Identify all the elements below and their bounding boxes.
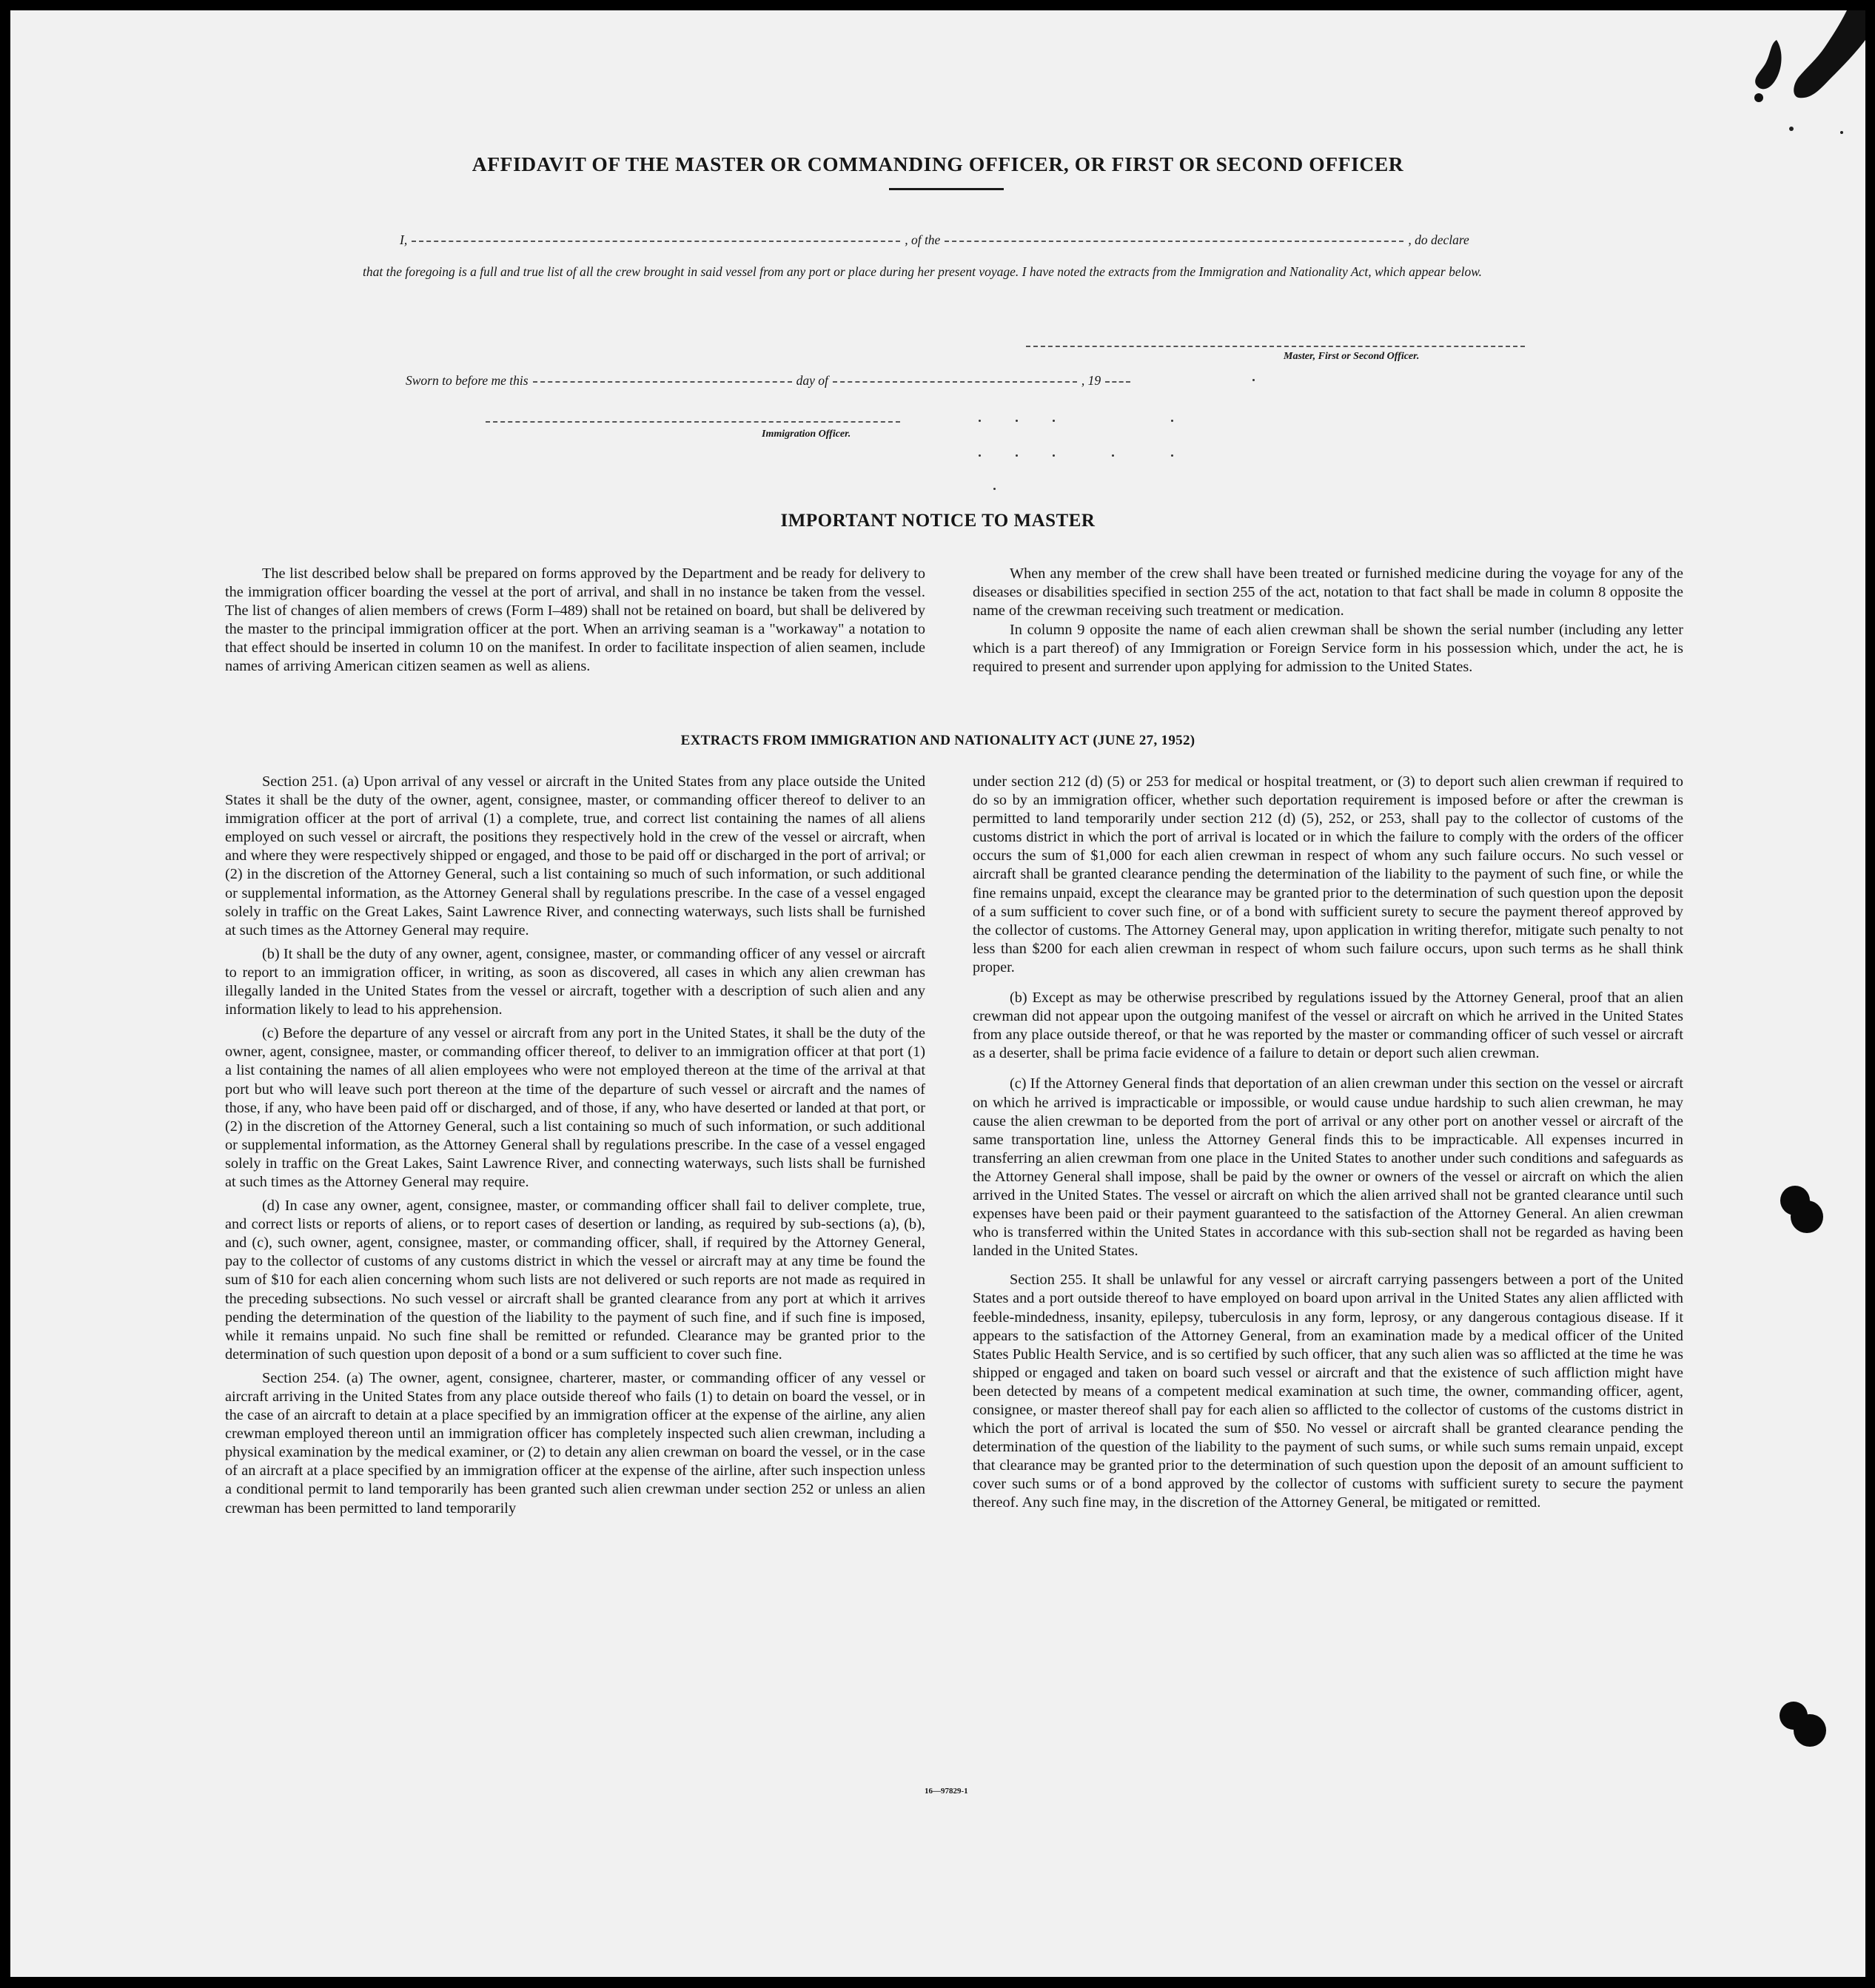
year-label: , 19 xyxy=(1081,373,1101,388)
section-paragraph: (b) It shall be the duty of any owner, agent, consignee, master, or commanding officer of any vessel or aircraft to report to an immigration officer, in writing, as soon as discovered, all cases in which any alien crewman has illegally landed in the United States from the vessel or aircraft, together with a description of such alien and any information likely to lead to his apprehension. xyxy=(225,945,925,1018)
i-label: I, xyxy=(400,232,408,247)
sworn-year-blank[interactable] xyxy=(1105,381,1130,383)
extracts-title: EXTRACTS FROM IMMIGRATION AND NATIONALITY ACT (JUNE 27, 1952) xyxy=(680,733,1195,748)
document-page xyxy=(10,10,1865,1977)
section-paragraph: Section 251. (a) Upon arrival of any vessel or aircraft in the United States from any place outside the United States it shall be the duty of the owner, agent, consignee, master, or commanding officer thereof to deliver to an immigration officer at the port of arrival (1) a complete, true, and correct list containing the names of all aliens employed on such vessel or aircraft, the positions they respectively hold in the crew of the vessel or aircraft, when and where they were respectively shipped or engaged, and those to be paid off or discharged in the port of arrival; or (2) in the discretion of the Attorney General, such a list containing so much of such information, or such additional or supplemental information, as the Attorney General shall by regulations prescribe. In the case of a vessel engaged solely in traffic on the Great Lakes, Saint Lawrence River, and connecting waterways, such lists shall be furnished at such times as the Attorney General may require. xyxy=(225,773,925,938)
title-underline xyxy=(889,188,1004,190)
section-paragraph: under section 212 (d) (5) or 253 for medical or hospital treatment, or (3) to deport such alien crewman if required to do so by an immigration officer, whether such deportation requirement is imposed before or after the crewman is permitted to land temporarily under section 212 (d) (5), 252, or 253, shall pay to the collector of customs of the customs district in which the port of arrival is located or in which the failure to comply with the orders of the officer occurs the sum of $1,000 for each alien crewman in respect of whom any such failure occurs. No such vessel or aircraft shall be granted clearance pending the determination of the liability to the payment of such fine, or while the fine remains unpaid, except the clearance may be granted prior to the determination of such question upon the deposit of a sum sufficient to cover such fine, or of a bond with sufficient surety to secure the payment thereof approved by the collector of customs. The Attorney General may, upon application in writing therefor, mitigate such penalty to not less than $200 for each alien crewman in respect of whom such failure occurs, upon such terms as he shall think proper. xyxy=(973,773,1683,975)
notice-title: IMPORTANT NOTICE TO MASTER xyxy=(780,511,1096,531)
section-paragraph: Section 255. It shall be unlawful for any vessel or aircraft carrying passengers between a port of the United States and a port outside thereof to have employed on board upon arrival in the United States any alien afflicted with feeble-mindedness, insanity, epilepsy, tuberculosis in any form, leprosy, or any dangerous contagious disease. If it appears to the satisfaction of the Attorney General, from an examination made by a medical officer of the United States Public Health Service, and is so certified by such officer, that any such alien was so afflicted at the time he was shipped or engaged and taken on board such vessel or aircraft and that the existence of such affliction might have been detected by means of a competent medical examination at such time, the owner, commanding officer, agent, consignee, or master thereof shall pay for each alien so afflicted to the collector of customs of the customs district in which the port of arrival is located the sum of $50. No vessel or aircraft shall be granted clearance pending the determination of the question of the liability to the payment of such sums, or while such sums remain unpaid, except that clearance may be granted prior to the determination of such question upon the deposit of an amount sufficient to cover such sums or of a bond approved by the collector of customs with sufficient surety to secure the payment thereof. Any such fine may, in the discretion of the Attorney General, be mitigated or remitted. xyxy=(973,1272,1683,1511)
extracts-right-column xyxy=(973,773,1683,1518)
declaration-line xyxy=(400,232,1469,248)
signature-line[interactable] xyxy=(1026,346,1525,347)
officer-signature-line[interactable] xyxy=(486,421,900,423)
do-declare-label: , do declare xyxy=(1408,232,1469,247)
officer-label: Immigration Officer. xyxy=(762,429,851,440)
vessel-blank[interactable] xyxy=(945,241,1403,242)
section-paragraph: Section 254. (a) The owner, agent, consignee, charterer, master, or commanding officer of any vessel or aircraft arriving in the United States from any place outside thereof who fails (1) to detain on board the vessel, or in the case of an aircraft to detain at a place specified by an immigration officer at the expense of the airline, any alien crewman employed thereon until an immigration officer has completely inspected such alien crewman, including a physical examination by the medical examiner, or (2) to detain any alien crewman on board the vessel, or in the case of an aircraft at a place specified by an immigration officer at the expense of the airline, after such inspection unless a conditional permit to land temporarily has been granted such alien crewman under section 252 or unless an alien crewman has been permitted to land temporarily xyxy=(225,1369,925,1517)
ink-blot-top-right xyxy=(1688,10,1865,136)
notice-paragraph: In column 9 opposite the name of each alien crewman shall be shown the serial number (including any letter which is a part thereof) of any Immigration or Foreign Service form in his possession which, under the act, he is required to present and surrender upon applying for admission to the United States. xyxy=(973,622,1683,676)
sworn-label: Sworn to before me this xyxy=(406,373,529,388)
section-paragraph: (b) Except as may be otherwise prescribed by regulations issued by the Attorney General, proof that an alien crewman did not appear upon the outgoing manifest of the vessel or aircraft on which he arrived in the United States from any place outside thereof, or that he was reported by the master or commanding officer of such vessel or aircraft as a deserter, shall be prima facie evidence of a failure to detain or deport such alien crewman. xyxy=(973,990,1683,1062)
form-number: 16—97829-1 xyxy=(925,1787,968,1796)
of-the-label: , of the xyxy=(905,232,941,247)
section-paragraph: (c) If the Attorney General finds that deportation of an alien crewman under this section on the vessel or aircraft on which he arrived is impracticable or impossible, or would cause undue hardship to such alien crewman, he may cause the alien crewman to be deported from the port of arrival or any other port on another vessel or aircraft of the same transportation line, unless the Attorney General finds this to be impracticable. All expenses incurred in transferring an alien crewman from one place in the United States to another under such conditions and safeguards as the Attorney General shall impose, shall be paid by the owner or owners of the vessel or aircraft on which the alien arrived in the United States. The vessel or aircraft on which the alien arrived shall not be granted clearance until such expenses have been paid or their payment guaranteed to the satisfaction of the Attorney General. An alien crewman who is transferred within the United States in accordance with this sub-section shall not be regarded as having been landed in the United States. xyxy=(973,1075,1683,1260)
section-paragraph: (d) In case any owner, agent, consignee, master, or commanding officer shall fail to deliver complete, true, and correct lists or reports of aliens, or to report cases of desertion or landing, as required by sub-sections (a), (b), and (c), such owner, agent, consignee, master, or commanding officer, shall, if required by the Attorney General, pay to the collector of customs of any customs district in which the vessel or aircraft may at any time be found the sum of $10 for each alien concerning whom such lists are not delivered or such reports are not made as required in the preceding subsections. No such vessel or aircraft shall be granted clearance from any port at which it arrives pending the determination of the question of the liability to the payment of such fine, and if such fine is imposed, while it remains unpaid. No such fine shall be remitted or refunded. Clearance may be granted prior to the determination of such question upon deposit of a bond or a sum sufficient to cover such fine. xyxy=(225,1198,925,1363)
sworn-month-blank[interactable] xyxy=(833,381,1077,383)
notice-paragraph: When any member of the crew shall have been treated or furnished medicine during the voyage for any of the diseases or disabilities specified in section 255 of the act, notation to that fact shall be made in column 8 opposite the name of the crewman receiving such treatment or medication. xyxy=(973,565,1683,619)
day-of-label: day of xyxy=(796,373,828,388)
punch-hole-upper xyxy=(1774,1181,1834,1240)
punch-hole-lower xyxy=(1776,1698,1835,1757)
extracts-left-column xyxy=(225,773,925,1523)
sworn-line xyxy=(406,373,1135,389)
affidavit-title: AFFIDAVIT OF THE MASTER OR COMMANDING OFFICER, OR FIRST OR SECOND OFFICER xyxy=(472,152,1404,175)
section-paragraph: (c) Before the departure of any vessel or aircraft from any port in the United States, it shall be the duty of the owner, agent, consignee, master, or commanding officer thereof, to deliver to an immigration officer at that port (1) a list containing the names of all alien employees who were not employed thereon at the time of the arrival at that port but who will leave such port thereon at the time of the departure of such vessel or aircraft and the names of those, if any, who have been paid off or discharged, and of those, if any, who have deserted or landed at that port, or (2) in the discretion of the Attorney General, such a list containing so much of such information, or such additional or supplemental information, as the Attorney General shall by regulations prescribe. In the case of a vessel engaged solely in traffic on the Great Lakes, Saint Lawrence River, and connecting waterways, such lists shall be furnished at such times as the Attorney General may require. xyxy=(225,1025,925,1190)
notice-paragraph: The list described below shall be prepared on forms approved by the Department and be ready for delivery to the immigration officer boarding the vessel at the port of arrival, and shall in no instance be taken from the vessel. The list of changes of alien members of crews (Form I–489) shall not be retained on board, but shall be delivered by the master to the principal immigration officer at the port. When an arriving seaman is a "workaway" a notation to that effect should be inserted in column 10 on the manifest. In order to facilitate inspection of alien seamen, include names of arriving American citizen seamen as well as aliens. xyxy=(225,565,925,675)
notice-left-column xyxy=(225,565,925,682)
name-blank[interactable] xyxy=(412,241,900,242)
sworn-day-blank[interactable] xyxy=(533,381,792,383)
signature-label: Master, First or Second Officer. xyxy=(1284,351,1420,362)
affidavit-body: that the foregoing is a full and true list of all the crew brought in said vessel from any port or place during her present voyage. I have noted the extracts from the Immigration and Nationality Act, which appear below. xyxy=(363,264,1482,279)
notice-right-column xyxy=(973,565,1683,682)
